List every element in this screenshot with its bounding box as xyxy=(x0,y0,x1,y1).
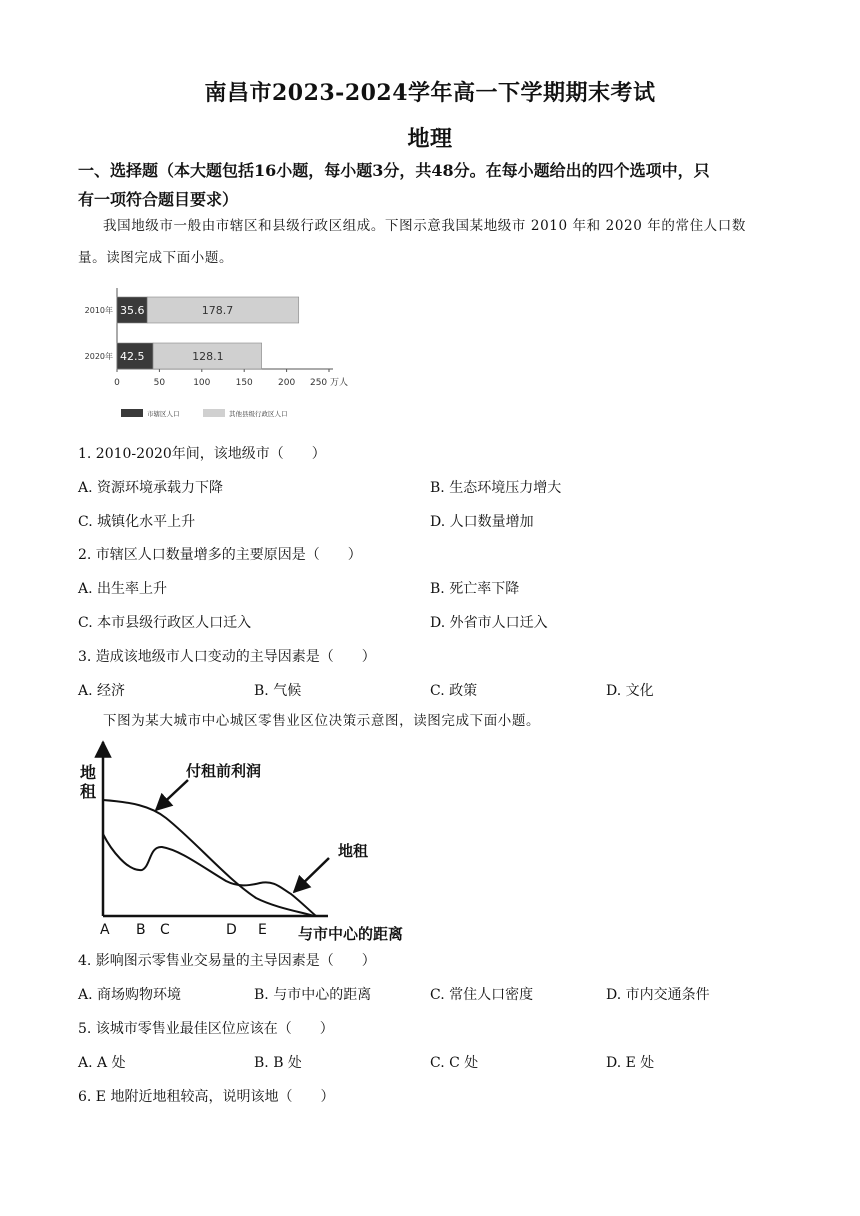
y-label-char2: 租 xyxy=(80,782,97,801)
point-label-b: B xyxy=(136,922,146,938)
population-bar-chart xyxy=(78,288,378,424)
q4-option-a: A. 商场购物环境 xyxy=(78,987,182,1003)
question-5-stem: 5. 该城市零售业最佳区位应该在（ ） xyxy=(78,1021,334,1037)
section-heading-line1: 一、选择题（本大题包括16小题，每小题3分，共48分。在每小题给出的四个选项中，只 xyxy=(78,161,710,180)
question-1-stem: 1. 2010-2020年间，该地级市（ ） xyxy=(78,446,326,462)
q1-option-d: D. 人口数量增加 xyxy=(430,514,534,530)
question-3-stem: 3. 造成该地级市人口变动的主导因素是（ ） xyxy=(78,649,376,665)
intro1-line1: 我国地级市一般由市辖区和县级行政区组成。下图示意我国某地级市 2010 年和 2020 年的常住人口数 xyxy=(103,218,746,234)
point-label-a: A xyxy=(100,922,110,938)
x-axis-label: 与市中心的距离 xyxy=(298,925,404,943)
y-label-char1: 地 xyxy=(80,763,97,782)
retail-location-diagram xyxy=(76,738,416,944)
point-label-d: D xyxy=(226,922,237,938)
point-label-e: E xyxy=(258,922,267,938)
q1-option-a: A. 资源环境承载力下降 xyxy=(78,480,224,496)
section-heading-line2: 有一项符合题目要求） xyxy=(78,190,239,209)
q4-option-d: D. 市内交通条件 xyxy=(606,987,710,1003)
question-2-stem: 2. 市辖区人口数量增多的主要原因是（ ） xyxy=(78,547,362,563)
question-6-stem: 6. E 地附近地租较高，说明该地（ ） xyxy=(78,1089,335,1105)
q5-option-b: B. B 处 xyxy=(254,1055,302,1071)
category-label: 2020年 xyxy=(84,352,113,361)
q5-option-d: D. E 处 xyxy=(606,1055,655,1071)
x-tick-label: 200 xyxy=(278,378,296,388)
legend-label: 市辖区人口 xyxy=(147,410,180,418)
category-label: 2010年 xyxy=(84,306,113,315)
profit-pointer-arrow xyxy=(156,780,188,810)
legend-swatch xyxy=(203,409,225,417)
q5-option-a: A. A 处 xyxy=(78,1055,126,1071)
x-tick-label: 250 万人 xyxy=(309,378,349,388)
page-title: 南昌市2023-2024学年高一下学期期末考试 xyxy=(204,80,656,106)
q3-option-a: A. 经济 xyxy=(78,683,126,699)
q1-option-c: C. 城镇化水平上升 xyxy=(78,514,196,530)
x-tick-label: 100 xyxy=(193,378,211,388)
q3-option-b: B. 气候 xyxy=(254,683,302,699)
rent-curve-label: 地租 xyxy=(338,842,369,860)
question-4-stem: 4. 影响图示零售业交易量的主导因素是（ ） xyxy=(78,953,376,969)
q3-option-c: C. 政策 xyxy=(430,683,478,699)
q2-option-b: B. 死亡率下降 xyxy=(430,581,520,597)
profit-curve-label: 付租前利润 xyxy=(186,762,262,780)
q2-option-c: C. 本市县级行政区人口迁入 xyxy=(78,615,252,631)
rent-pointer-arrow xyxy=(294,858,329,892)
intro2: 下图为某大城市中心城区零售业区位决策示意图，读图完成下面小题。 xyxy=(103,713,541,729)
q5-option-c: C. C 处 xyxy=(430,1055,479,1071)
bar-value-label: 42.5 xyxy=(120,350,145,363)
intro1-line2: 量。读图完成下面小题。 xyxy=(78,250,234,266)
q4-option-c: C. 常住人口密度 xyxy=(430,987,534,1003)
q1-option-b: B. 生态环境压力增大 xyxy=(430,480,562,496)
bar-value-label: 178.7 xyxy=(201,304,234,317)
profit-curve xyxy=(103,800,314,916)
legend-swatch xyxy=(121,409,143,417)
x-tick-label: 150 xyxy=(235,378,253,388)
q2-option-d: D. 外省市人口迁入 xyxy=(430,615,548,631)
x-tick-label: 50 xyxy=(153,378,166,388)
point-label-c: C xyxy=(160,922,170,938)
q4-option-b: B. 与市中心的距离 xyxy=(254,987,372,1003)
bar-value-label: 128.1 xyxy=(192,350,224,363)
subject-title: 地理 xyxy=(407,126,453,152)
legend-label: 其他县级行政区人口 xyxy=(229,410,288,418)
q2-option-a: A. 出生率上升 xyxy=(78,581,168,597)
q3-option-d: D. 文化 xyxy=(606,683,654,699)
rent-curve xyxy=(103,834,316,916)
bar-value-label: 35.6 xyxy=(120,304,145,317)
x-tick-label: 0 xyxy=(114,378,120,388)
